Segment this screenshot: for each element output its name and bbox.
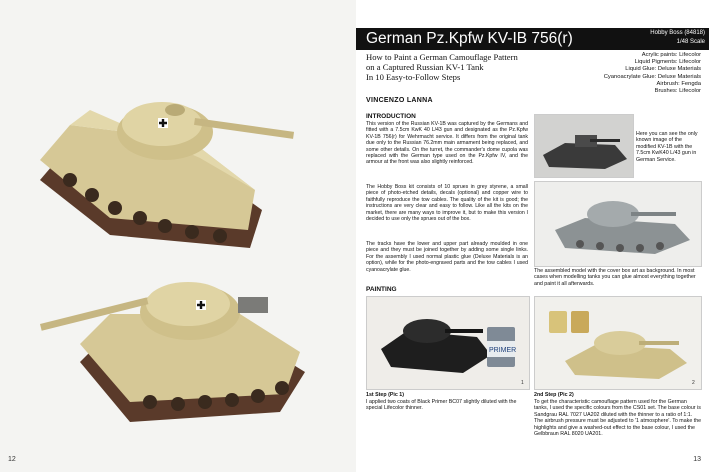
pic2-number: 2 — [692, 380, 695, 386]
material-item: Acrylic paints: Lifecolor — [641, 52, 701, 58]
subtitle-line: How to Paint a German Camouflage Pattern — [366, 52, 518, 62]
tank-photo-top — [0, 40, 356, 280]
assembled-model-image — [535, 182, 701, 266]
intro-paragraph-2: The Hobby Boss kit consists of 10 sprues in grey styrene, a small piece of photo-etched details, decals (optional) and copper wire to faithfully reproduce the tow cables. The quality of the kit is good; the instructions are very clear and easy to follow. Like all the kits on the market, there are many ways to improve it, but to make this version I decided to use only the sprues out of the box. — [366, 184, 528, 223]
kit-info — [650, 29, 705, 47]
material-item: Liquid Glue: Deluxe Materials — [625, 66, 701, 73]
step2-text: To get the characteristic camouflage pattern used for the German tanks, I used the specific colours from the CS01 set. The base colour is Sandgrau RAL 7027 UA202 diluted with the thinner to a ratio of 1:1. The airbrush pressure must be adjusted to '1 atmosphere'. To make the highlights and give a washed-out effect to the base colour, I used the Gelbbraun RAL 8020 UA201. — [534, 399, 702, 438]
historical-photo-caption: Here you can see the only known image of the modified KV-1B with the 7.5cm KwK40 L/43 gun in German Service. — [636, 131, 698, 163]
step1-photo — [366, 296, 530, 390]
kit-brand: Hobby Boss (84818) — [650, 30, 705, 36]
intro-paragraph-3: The tracks have the lower and upper part already moulded in one piece and they must be joined together by adding some single links. For the assembly I used normal plastic glue (Deluxe Materials is an option), while for the photo-engraved parts and the tow cables I used cyanoacrylate glue. — [366, 241, 528, 273]
author-name: VINCENZO LANNA — [366, 97, 433, 104]
assembled-model-caption: The assembled model with the cover box art as background. In most cases when modelling tanks you can glue almost everything together and paint it all afterwards. — [534, 268, 696, 287]
primer-bottle-label: PRIMER — [489, 347, 517, 354]
step2-title: 2nd Step (Pic 2) — [534, 392, 574, 398]
tank-bottom-model — [40, 282, 305, 422]
step2-photo — [534, 296, 702, 390]
painting-heading: PAINTING — [366, 286, 397, 293]
intro-paragraph-1: This version of the Russian KV-1B was captured by the Germans and fitted with a 7.5cm KwK 40 L/43 gun and designated as the Pz.Kpfw KV-1B 756(r) for Wehrmacht service. It differs from the original tank due only to the Russian 76.2mm main armament being replaced, and some other details. On the turret, the commander's dome cupola was replaced with the German type used on the Pz.Kpfw IV, and the armour at the front was also slightly reinforced. — [366, 121, 528, 166]
step1-image — [367, 297, 529, 389]
subtitle-line: In 10 Easy-to-Follow Steps — [366, 72, 461, 82]
step1-title: 1st Step (Pic 1) — [366, 392, 404, 398]
step1-text: I applied two coats of Black Primer BC07 slightly diluted with the special Lifecolor thinner. — [366, 399, 517, 412]
historical-tank-image — [535, 115, 633, 177]
tank-top-model — [40, 102, 294, 248]
right-page — [356, 0, 709, 472]
material-item: Airbrush: Fengda — [656, 80, 701, 87]
intro-heading: INTRODUCTION — [366, 113, 416, 120]
article-title: German Pz.Kpfw KV-IB 756(r) — [366, 30, 573, 47]
material-item: Brushes: Lifecolor — [654, 88, 701, 95]
assembled-model-photo — [534, 181, 702, 267]
materials-list — [604, 52, 701, 95]
page-number-right: 13 — [693, 456, 701, 463]
material-item: Cyanoacrylate Glue: Deluxe Materials — [603, 73, 701, 80]
step2-image — [535, 297, 701, 389]
subtitle-line: on a Captured Russian KV-1 Tank — [366, 62, 484, 72]
material-item: Liquid Pigments: Lifecolor — [634, 59, 701, 66]
tank-photo-bottom — [0, 252, 356, 452]
article-subtitle — [366, 52, 546, 82]
page-number-left: 12 — [8, 456, 16, 463]
historical-photo — [534, 114, 634, 178]
pic1-number: 1 — [521, 380, 524, 386]
kit-scale: 1/48 Scale — [676, 39, 705, 45]
